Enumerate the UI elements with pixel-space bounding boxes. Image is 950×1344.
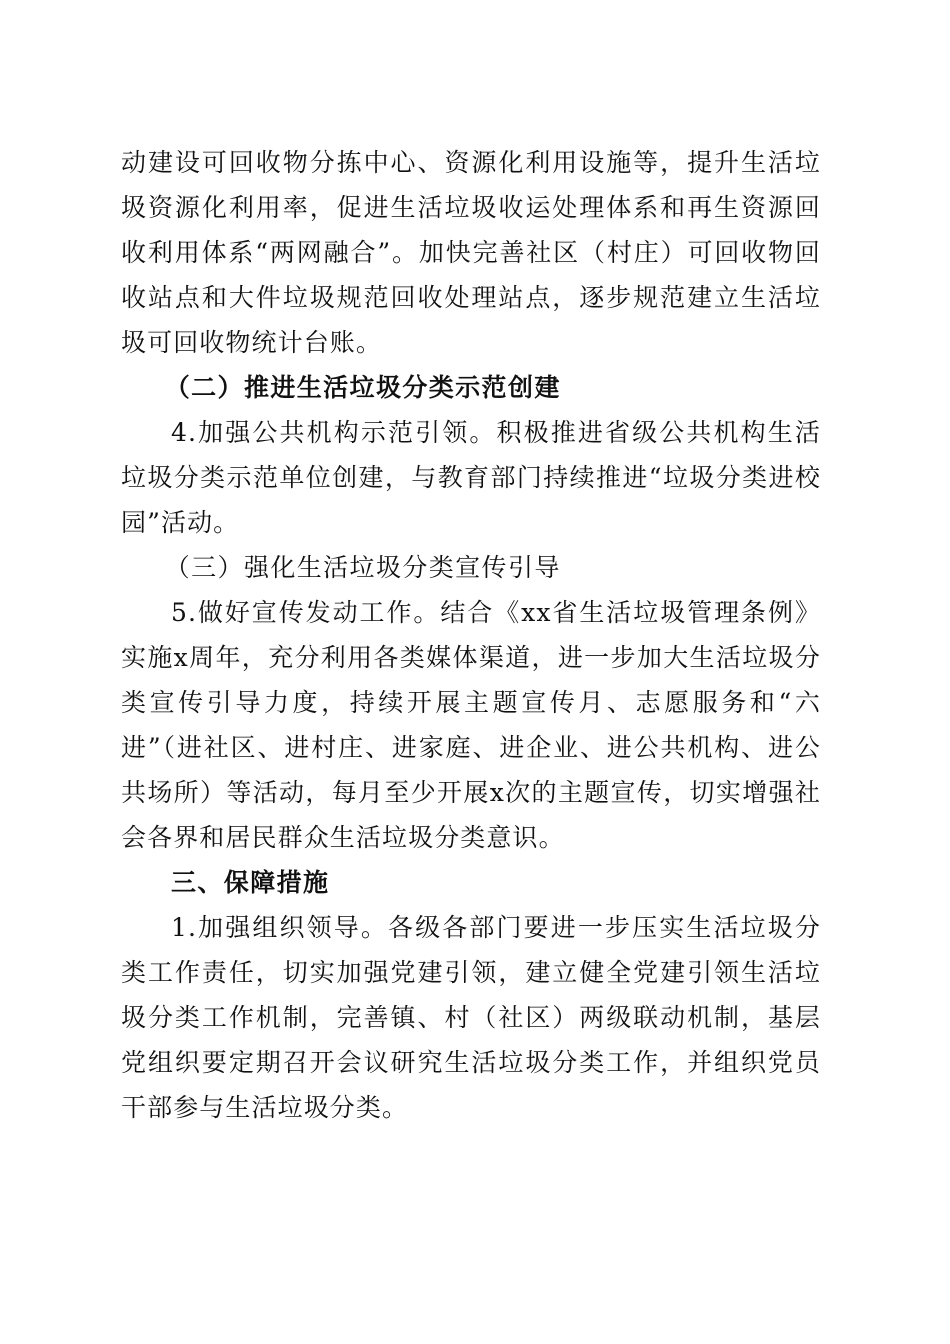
document-body [121, 140, 821, 1130]
paragraph-recycling-facilities: 动建设可回收物分拣中心、资源化利用设施等，提升生活垃圾资源化利用率，促进生活垃圾收运处理体系和再生资源回收利用体系“两网融合”。加快完善社区（村庄）可回收物回收站点和大件垃圾规范回收处理站点，逐步规范建立生活垃圾可回收物统计台账。 [121, 148, 821, 357]
paragraph-organization-leadership: 1.加强组织领导。各级各部门要进一步压实生活垃圾分类工作责任，切实加强党建引领，建立健全党建引领生活垃圾分类工作机制，完善镇、村（社区）两级联动机制，基层党组织要定期召开会议研究生活垃圾分类工作，并组织党员干部参与生活垃圾分类。 [121, 913, 821, 1122]
paragraph-public-institutions: 4.加强公共机构示范引领。积极推进省级公共机构生活垃圾分类示范单位创建，与教育部门持续推进“垃圾分类进校园”活动。 [121, 418, 821, 537]
subheading-publicity: （三）强化生活垃圾分类宣传引导 [164, 553, 561, 582]
paragraph-publicity-work: 5.做好宣传发动工作。结合《xx省生活垃圾管理条例》实施x周年，充分利用各类媒体渠道，进一步加大生活垃圾分类宣传引导力度，持续开展主题宣传月、志愿服务和“六进”（进社区、进村庄、进家庭、进企业、进公共机构、进公共场所）等活动，每月至少开展x次的主题宣传，切实增强社会各界和居民群众生活垃圾分类意识。 [121, 598, 821, 852]
subheading-demonstration: （二）推进生活垃圾分类示范创建 [164, 373, 561, 402]
section-heading-safeguards: 三、保障措施 [171, 868, 330, 897]
